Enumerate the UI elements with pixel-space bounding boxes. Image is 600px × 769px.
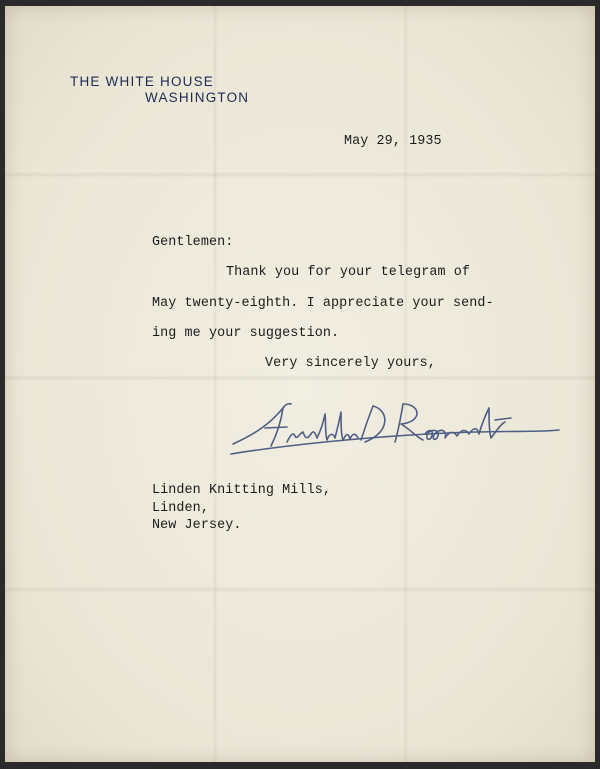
letter-page — [5, 6, 595, 762]
body-line: ing me your suggestion. — [152, 326, 340, 341]
letterhead-city: WASHINGTON — [145, 90, 250, 105]
body-line: Thank you for your telegram of — [226, 265, 471, 280]
salutation: Gentlemen: — [152, 235, 234, 250]
signature-image — [225, 394, 565, 464]
recipient-line: Linden, — [152, 501, 209, 516]
letter-date: May 29, 1935 — [344, 134, 442, 149]
body-line: May twenty-eighth. I appreciate your send- — [152, 296, 494, 311]
recipient-line: Linden Knitting Mills, — [152, 483, 331, 498]
letterhead-title: THE WHITE HOUSE — [70, 74, 215, 89]
recipient-line: New Jersey. — [152, 518, 242, 533]
closing: Very sincerely yours, — [265, 356, 436, 371]
